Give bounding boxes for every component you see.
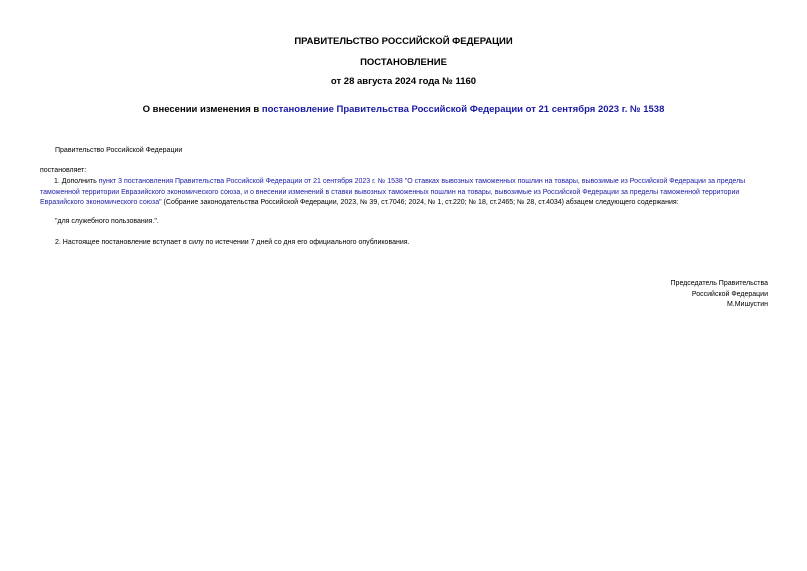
title-link[interactable]: постановление Правительства Российской Федерации от 21 сентября 2023 г. № 1538 xyxy=(261,104,665,115)
signature-title: Председатель Правительства xyxy=(670,280,768,287)
signature-block xyxy=(671,279,768,311)
inserted-text: "для служебного пользования.". xyxy=(55,218,159,225)
p1-suffix: (Собрание законодательства Российской Федерации, 2023, № 39, ст.7046; 2024, № 1, ст.220; № 18, ст.2465; № 28, ст.4034) абзацем следующего содержания: xyxy=(161,199,679,206)
government-line: Правительство Российской Федерации xyxy=(55,147,183,154)
p1-link[interactable]: пункт 3 постановления Правительства Российской Федерации от 21 сентября 2023 г. № 1538 "О ставках вывозных таможенных пошлин на товары, вывозимые из Российской Федерации за пределы таможенной территории Евразийского экономического союза, и о внесении изменений в ставки вывозных таможенных пошлин на товары, вывозимые из Российской Федерации за пределы таможенной территории Евразийского экономического союза" xyxy=(40,178,746,206)
date-number-heading: от 28 августа 2024 года № 1160 xyxy=(330,76,477,87)
p1-prefix: 1. Дополнить xyxy=(54,178,99,185)
issuer-heading: ПРАВИТЕЛЬСТВО РОССИЙСКОЙ ФЕДЕРАЦИИ xyxy=(294,36,513,47)
signature-name: М.Мишустин xyxy=(726,301,768,308)
paragraph-1 xyxy=(40,177,772,209)
paragraph-2: 2. Настоящее постановление вступает в силу по истечении 7 дней со дня его официального опубликования. xyxy=(55,239,410,246)
document-title xyxy=(0,104,807,115)
doc-type-heading: ПОСТАНОВЛЕНИЕ xyxy=(360,57,447,68)
title-prefix: О внесении изменения в xyxy=(142,104,262,115)
signature-org: Российской Федерации xyxy=(691,290,768,298)
decrees-line: постановляет: xyxy=(40,167,87,174)
